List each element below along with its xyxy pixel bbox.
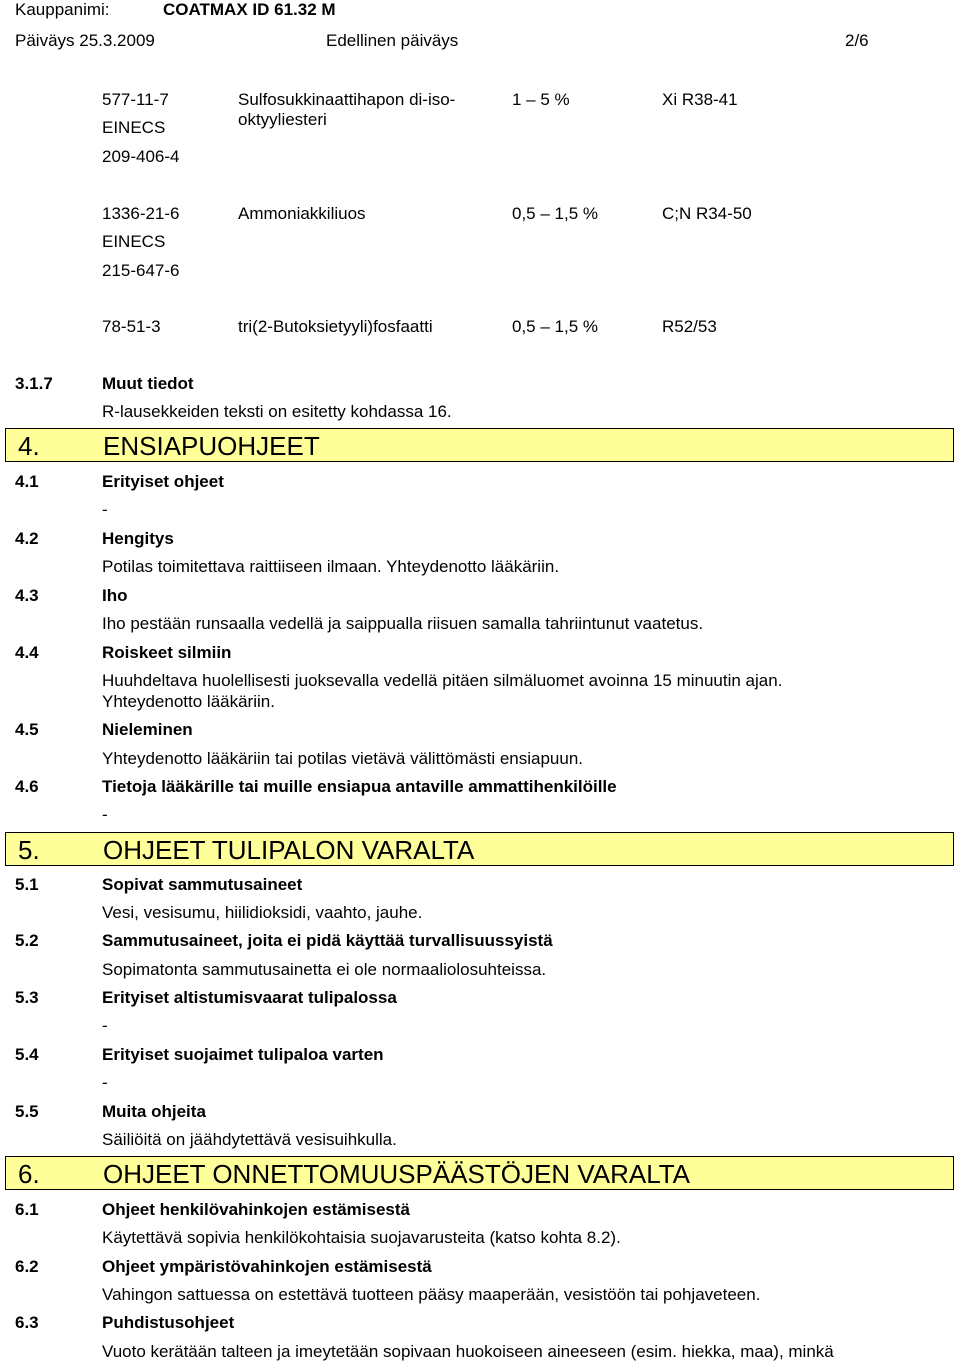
section-text: - [102, 1073, 108, 1092]
section-title: Ohjeet henkilövahinkojen estämisestä [102, 1200, 411, 1219]
section-number: 6.3 [15, 1313, 39, 1332]
classification: R52/53 [662, 317, 717, 336]
section-text: - [102, 500, 108, 519]
section-number: 5.4 [15, 1045, 39, 1064]
section-number: 6.2 [15, 1257, 39, 1276]
section-title: Hengitys [102, 529, 174, 548]
component-name-cont: oktyyliesteri [238, 110, 327, 129]
section-heading-5 [5, 832, 954, 866]
section-text: Käytettävä sopivia henkilökohtaisia suojavarusteita (katso kohta 8.2). [102, 1228, 621, 1247]
section-text-cont: Yhteydenotto lääkäriin. [102, 692, 275, 711]
cas-number: 1336-21-6 [102, 204, 180, 223]
einecs-label: EINECS [102, 118, 166, 137]
section-text: Vesi, vesisumu, hiilidioksidi, vaahto, jauhe. [102, 903, 423, 922]
section-text: - [102, 805, 108, 824]
section-text: Vahingon sattuessa on estettävä tuotteen pääsy maaperään, vesistöön tai pohjaveteen. [102, 1285, 761, 1304]
section-number: 3.1.7 [15, 374, 53, 393]
section-title: Roiskeet silmiin [102, 643, 232, 662]
section-title: Muut tiedot [102, 374, 194, 393]
cas-number: 78-51-3 [102, 317, 161, 336]
section-title: Muita ohjeita [102, 1102, 206, 1121]
section-text: Yhteydenotto lääkäriin tai potilas vietävä välittömästi ensiapuun. [102, 749, 584, 768]
cas-number: 577-11-7 [102, 90, 169, 109]
section-title: Erityiset altistumisvaarat tulipalossa [102, 988, 397, 1007]
heading-title: OHJEET TULIPALON VARALTA [103, 835, 475, 865]
section-text: Säiliöitä on jäähdytettävä vesisuihkulla. [102, 1130, 397, 1149]
component-name: Ammoniakkiliuos [238, 204, 366, 223]
section-number: 5.2 [15, 931, 39, 950]
page-number: 2/6 [845, 31, 869, 50]
section-number: 6.1 [15, 1200, 39, 1219]
heading-number: 5. [18, 835, 40, 865]
section-title: Puhdistusohjeet [102, 1313, 235, 1332]
section-title: Iho [102, 586, 128, 605]
section-number: 4.4 [15, 643, 39, 662]
section-heading-6 [5, 1156, 954, 1190]
section-number: 4.3 [15, 586, 39, 605]
section-title: Sammutusaineet, joita ei pidä käyttää turvallisuussyistä [102, 931, 553, 950]
heading-title: ENSIAPUOHJEET [103, 431, 320, 461]
section-text: Sopimatonta sammutusainetta ei ole normaaliolosuhteissa. [102, 960, 547, 979]
section-heading-4 [5, 428, 954, 462]
product-label: Kauppanimi: [15, 0, 110, 19]
classification: Xi R38-41 [662, 90, 738, 109]
section-number: 5.5 [15, 1102, 39, 1121]
section-text: - [102, 1016, 108, 1035]
section-title: Nieleminen [102, 720, 193, 739]
einecs-number: 215-647-6 [102, 261, 180, 280]
component-name: tri(2-Butoksietyyli)fosfaatti [238, 317, 433, 336]
section-text: Vuoto kerätään talteen ja imeytetään sopivaan huokoiseen aineeseen (esim. hiekka, maa), minkä [102, 1342, 834, 1361]
section-number: 4.2 [15, 529, 39, 548]
concentration: 0,5 – 1,5 % [512, 204, 599, 223]
concentration: 0,5 – 1,5 % [512, 317, 599, 336]
heading-number: 4. [18, 431, 40, 461]
product-name: COATMAX ID 61.32 M [163, 0, 336, 19]
einecs-number: 209-406-4 [102, 147, 180, 166]
section-text: Potilas toimitettava raittiiseen ilmaan. Yhteydenotto lääkäriin. [102, 557, 560, 576]
section-number: 5.1 [15, 875, 39, 894]
heading-number: 6. [18, 1159, 40, 1189]
component-name: Sulfosukkinaattihapon di-iso- [238, 90, 456, 109]
prev-date-label: Edellinen päiväys [326, 31, 459, 50]
concentration: 1 – 5 % [512, 90, 570, 109]
section-title: Erityiset ohjeet [102, 472, 224, 491]
section-number: 4.6 [15, 777, 39, 796]
heading-title: OHJEET ONNETTOMUUSPÄÄSTÖJEN VARALTA [103, 1159, 691, 1189]
section-text: R-lausekkeiden teksti on esitetty kohdassa 16. [102, 402, 452, 421]
section-title: Ohjeet ympäristövahinkojen estämisestä [102, 1257, 432, 1276]
classification: C;N R34-50 [662, 204, 752, 223]
section-text: Iho pestään runsaalla vedellä ja saippualla riisuen samalla tahriintunut vaatetus. [102, 614, 704, 633]
section-title: Tietoja lääkärille tai muille ensiapua antaville ammattihenkilöille [102, 777, 617, 796]
date-label: Päiväys 25.3.2009 [15, 31, 155, 50]
section-text: Huuhdeltava huolellisesti juoksevalla vedellä pitäen silmäluomet avoinna 15 minuutin ajan. [102, 671, 783, 690]
section-number: 4.5 [15, 720, 39, 739]
einecs-label: EINECS [102, 232, 166, 251]
section-title: Erityiset suojaimet tulipaloa varten [102, 1045, 384, 1064]
section-title: Sopivat sammutusaineet [102, 875, 303, 894]
section-number: 5.3 [15, 988, 39, 1007]
section-number: 4.1 [15, 472, 39, 491]
